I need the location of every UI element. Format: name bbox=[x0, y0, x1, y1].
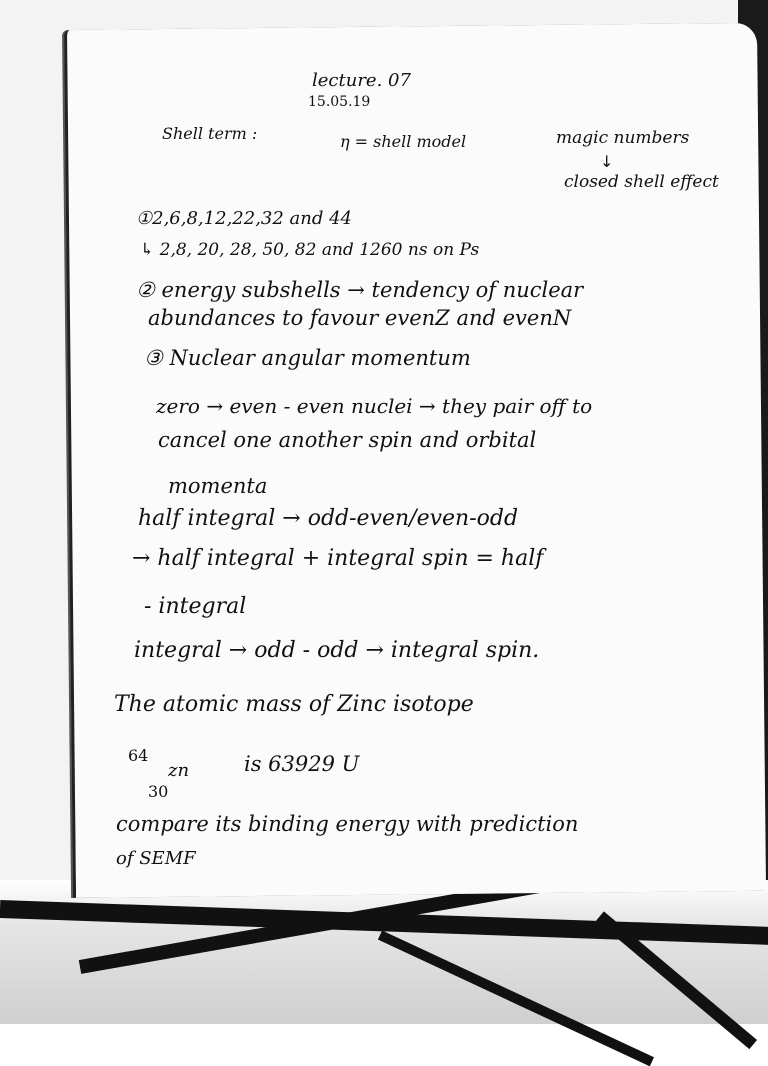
isotope-mass: is 63929 U bbox=[244, 752, 360, 776]
isotope-mass-number: 64 bbox=[128, 746, 149, 765]
half-line-1: half integral → odd-even/even-odd bbox=[138, 506, 519, 531]
zero-line-2: cancel one another spin and orbital bbox=[158, 428, 537, 452]
problem-line-4: of SEMF bbox=[116, 848, 196, 869]
item-2-line-1: ② energy subshells → tendency of nuclear bbox=[136, 278, 584, 302]
lecture-date: 15.05.19 bbox=[308, 94, 371, 110]
item-3-line-1: ③ Nuclear angular momentum bbox=[144, 346, 471, 370]
half-line-2: → half integral + integral spin = half bbox=[132, 546, 544, 571]
integral-line: integral → odd - odd → integral spin. bbox=[134, 638, 540, 663]
shell-term-label: Shell term : bbox=[162, 124, 258, 143]
zero-line-1: zero → even - even nuclei → they pair off to bbox=[156, 394, 593, 418]
magic-numbers-text: magic numbers bbox=[556, 128, 690, 148]
down-arrow-icon: ↓ bbox=[600, 152, 614, 171]
item-1-line-2: ↳ 2,8, 20, 28, 50, 82 and 1260 ns on Ps bbox=[140, 240, 480, 260]
lecture-title: lecture. 07 bbox=[312, 70, 411, 91]
item-2-line-2: abundances to favour evenZ and evenN bbox=[148, 306, 572, 330]
item-1-line-1: ①2,6,8,12,22,32 and 44 bbox=[136, 208, 353, 229]
closed-shell-text: closed shell effect bbox=[564, 172, 719, 192]
zero-line-3: momenta bbox=[168, 474, 268, 498]
problem-line-1: The atomic mass of Zinc isotope bbox=[114, 692, 474, 717]
isotope-symbol: zn bbox=[168, 760, 190, 781]
isotope-subscript: 30 bbox=[148, 782, 169, 801]
shell-model-text: η = shell model bbox=[340, 132, 467, 151]
half-line-3: - integral bbox=[144, 594, 247, 619]
problem-line-3: compare its binding energy with prediction bbox=[116, 812, 579, 836]
